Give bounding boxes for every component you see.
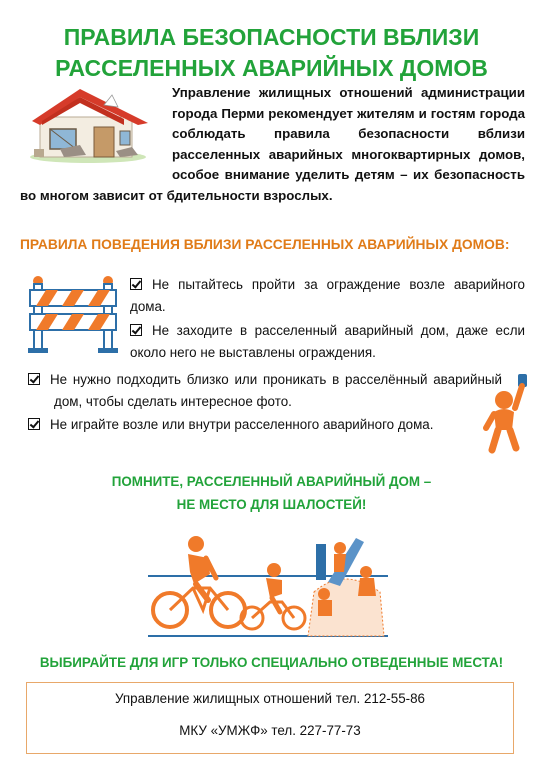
children-playing-icon: [148, 532, 388, 640]
title-line-1: ПРАВИЛА БЕЗОПАСНОСТИ ВБЛИЗИ: [63, 24, 480, 50]
checkbox-icon: [28, 373, 40, 385]
checkbox-icon: [130, 278, 142, 290]
title-line-2: РАССЕЛЕННЫХ АВАРИЙНЫХ ДОМОВ: [55, 55, 488, 81]
contacts-box: [26, 682, 514, 754]
choose-places-text: ВЫБИРАЙТЕ ДЛЯ ИГР ТОЛЬКО СПЕЦИАЛЬНО ОТВЕДЕННЫЕ МЕСТА!: [39, 655, 504, 670]
remember-line-2: НЕ МЕСТО ДЛЯ ШАЛОСТЕЙ!: [176, 497, 367, 512]
rule-text: Не пытайтесь пройти за ограждение возле аварийного дома.: [130, 277, 525, 314]
contact-line-2: МКУ «УМЖФ» тел. 227-77-73: [179, 723, 361, 738]
intro-block: [20, 83, 525, 207]
contact-line-1: Управление жилищных отношений тел. 212-55-86: [114, 691, 426, 706]
list-item: [130, 320, 525, 364]
rule-text: Не нужно подходить близко или проникать в расселённый аварийный дом, чтобы сделать интересное фото.: [50, 372, 502, 409]
list-item: [28, 414, 502, 436]
page-title: [0, 22, 543, 84]
intro-text: Управление жилищных отношений администрации города Перми рекомендует жителям и гостям города соблюдать правила безопасности вблизи расселенных аварийных многоквартирных домов, особое внимание уделить детям – их безопасность во многом зависит от бдительности взрослых.: [20, 85, 525, 203]
damaged-house-icon: [20, 83, 172, 171]
selfie-person-icon: [482, 372, 532, 454]
remember-line-1: ПОМНИТЕ, РАССЕЛЕННЫЙ АВАРИЙНЫЙ ДОМ –: [111, 474, 432, 489]
checkbox-icon: [130, 324, 142, 336]
rule-text: Не заходите в расселенный аварийный дом, даже если около него не выставлены ограждения.: [130, 323, 525, 360]
rule-text: Не играйте возле или внутри расселенного аварийного дома.: [50, 417, 434, 432]
barrier-icon: [28, 276, 118, 354]
list-item: [130, 274, 525, 318]
section-heading: ПРАВИЛА ПОВЕДЕНИЯ ВБЛИЗИ РАССЕЛЕННЫХ АВАРИЙНЫХ ДОМОВ:: [20, 237, 510, 252]
checkbox-icon: [28, 418, 40, 430]
remember-text: [0, 470, 543, 516]
list-item: [28, 369, 502, 413]
